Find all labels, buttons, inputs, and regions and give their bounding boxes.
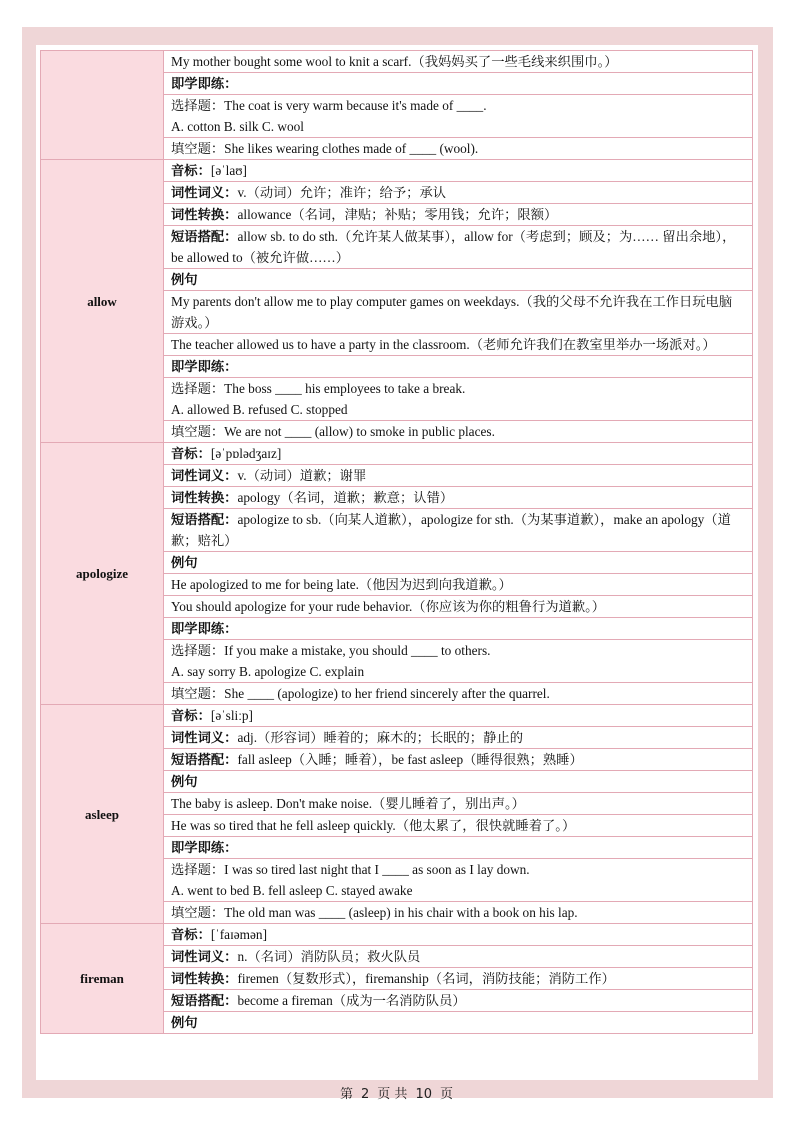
entry-cell bbox=[164, 182, 753, 204]
current-page: 2 bbox=[361, 1087, 370, 1102]
entry-cell bbox=[164, 291, 753, 334]
entry-cell bbox=[164, 793, 753, 815]
entry-cell bbox=[164, 968, 753, 990]
entry-cell bbox=[164, 640, 753, 683]
vocab-word: apologize bbox=[41, 443, 164, 705]
entry-cell bbox=[164, 356, 753, 378]
entry-line: 选择题：If you make a mistake, you should ____ to others. bbox=[171, 643, 491, 658]
entry-cell bbox=[164, 771, 753, 793]
entry-cell bbox=[164, 946, 753, 968]
entry-line: A. allowed B. refused C. stopped bbox=[171, 402, 348, 417]
vocabulary-table bbox=[40, 50, 753, 1034]
vocab-word: allow bbox=[41, 160, 164, 443]
entry-line: A. cotton B. silk C. wool bbox=[171, 119, 304, 134]
table-row bbox=[41, 160, 753, 182]
entry-label: 短语搭配： bbox=[171, 993, 238, 1008]
entry-label: 音标： bbox=[171, 708, 211, 723]
table-row bbox=[41, 51, 753, 73]
entry-text: n.（名词）消防队员；救火队员 bbox=[237, 949, 421, 964]
footer-text: 第 bbox=[340, 1087, 354, 1102]
entry-cell bbox=[164, 683, 753, 705]
entry-cell bbox=[164, 705, 753, 727]
entry-text: apology（名词，道歉；歉意；认错） bbox=[237, 490, 454, 505]
entry-label: 词性转换： bbox=[171, 207, 238, 222]
entry-text: 填空题：She ____ (apologize) to her friend sincerely after the quarrel. bbox=[171, 686, 550, 701]
entry-label: 例句 bbox=[171, 774, 198, 789]
entry-text: become a fireman（成为一名消防队员） bbox=[237, 993, 466, 1008]
entry-cell bbox=[164, 204, 753, 226]
entry-text: apologize to sb.（向某人道歉），apologize for sth.（为某事道歉），make an apology（道歉；赔礼） bbox=[171, 512, 731, 548]
entry-cell bbox=[164, 443, 753, 465]
entry-label: 例句 bbox=[171, 1015, 198, 1030]
entry-label: 即学即练： bbox=[171, 76, 238, 91]
entry-label: 词性词义： bbox=[171, 468, 238, 483]
entry-text: He apologized to me for being late.（他因为迟到向我道歉。） bbox=[171, 577, 512, 592]
entry-cell bbox=[164, 95, 753, 138]
entry-text: My parents don't allow me to play computer games on weekdays.（我的父母不允许我在工作日玩电脑游戏。） bbox=[171, 294, 733, 330]
entry-cell bbox=[164, 574, 753, 596]
entry-line: 选择题：The boss ____ his employees to take a break. bbox=[171, 381, 466, 396]
entry-line: A. say sorry B. apologize C. explain bbox=[171, 664, 365, 679]
entry-label: 词性词义： bbox=[171, 730, 238, 745]
entry-label: 短语搭配： bbox=[171, 752, 238, 767]
entry-cell bbox=[164, 552, 753, 574]
entry-label: 词性转换： bbox=[171, 490, 238, 505]
entry-text: He was so tired that he fell asleep quickly.（他太累了，很快就睡着了。） bbox=[171, 818, 576, 833]
entry-text: v.（动词）允许；准许；给予；承认 bbox=[237, 185, 447, 200]
entry-label: 即学即练： bbox=[171, 840, 238, 855]
entry-label: 即学即练： bbox=[171, 359, 238, 374]
entry-label: 音标： bbox=[171, 927, 211, 942]
entry-cell bbox=[164, 902, 753, 924]
vocab-word bbox=[41, 51, 164, 160]
entry-text: My mother bought some wool to knit a scarf.（我妈妈买了一些毛线来织围巾。） bbox=[171, 54, 618, 69]
entry-label: 词性词义： bbox=[171, 949, 238, 964]
entry-text: fall asleep（入睡；睡着），be fast asleep（睡得很熟；熟睡） bbox=[237, 752, 583, 767]
entry-cell bbox=[164, 815, 753, 837]
entry-cell bbox=[164, 160, 753, 182]
entry-cell bbox=[164, 618, 753, 640]
entry-cell bbox=[164, 138, 753, 160]
entry-cell bbox=[164, 487, 753, 509]
entry-label: 例句 bbox=[171, 272, 198, 287]
entry-text: [əˈlaʊ] bbox=[210, 163, 247, 178]
entry-text: allow sb. to do sth.（允许某人做某事），allow for（考虑到；顾及；为…… 留出余地），be allowed to（被允许做……） bbox=[171, 229, 736, 265]
entry-text: 填空题：The old man was ____ (asleep) in his chair with a book on his lap. bbox=[171, 905, 578, 920]
entry-cell bbox=[164, 749, 753, 771]
entry-text: [əˈpɒlədʒaɪz] bbox=[210, 446, 282, 461]
total-pages: 10 bbox=[415, 1087, 432, 1102]
entry-label: 短语搭配： bbox=[171, 512, 238, 527]
entry-cell bbox=[164, 990, 753, 1012]
entry-cell bbox=[164, 226, 753, 269]
table-row bbox=[41, 443, 753, 465]
entry-cell bbox=[164, 378, 753, 421]
entry-label: 词性词义： bbox=[171, 185, 238, 200]
page-footer bbox=[0, 1083, 793, 1102]
entry-text: adj.（形容词）睡着的；麻木的；长眠的；静止的 bbox=[237, 730, 523, 745]
table-row bbox=[41, 924, 753, 946]
entry-label: 音标： bbox=[171, 163, 211, 178]
footer-text: 页 共 bbox=[377, 1087, 408, 1102]
entry-cell bbox=[164, 859, 753, 902]
entry-text: 填空题：We are not ____ (allow) to smoke in public places. bbox=[171, 424, 495, 439]
footer-text: 页 bbox=[439, 1087, 453, 1102]
vocab-word: asleep bbox=[41, 705, 164, 924]
entry-label: 例句 bbox=[171, 555, 198, 570]
entry-cell bbox=[164, 269, 753, 291]
entry-text: You should apologize for your rude behavior.（你应该为你的粗鲁行为道歉。） bbox=[171, 599, 606, 614]
entry-line: 选择题：The coat is very warm because it's made of ____. bbox=[171, 98, 487, 113]
entry-cell bbox=[164, 73, 753, 95]
entry-cell bbox=[164, 334, 753, 356]
entry-text: [ˈfaɪəmən] bbox=[210, 927, 267, 942]
entry-text: v.（动词）道歉；谢罪 bbox=[237, 468, 367, 483]
entry-line: A. went to bed B. fell asleep C. stayed awake bbox=[171, 883, 413, 898]
vocab-word: fireman bbox=[41, 924, 164, 1034]
entry-line: 选择题：I was so tired last night that I ____ as soon as I lay down. bbox=[171, 862, 530, 877]
entry-cell bbox=[164, 596, 753, 618]
entry-text: 填空题：She likes wearing clothes made of ____ (wool). bbox=[171, 141, 479, 156]
entry-label: 音标： bbox=[171, 446, 211, 461]
entry-cell bbox=[164, 1012, 753, 1034]
entry-cell bbox=[164, 51, 753, 73]
entry-text: The teacher allowed us to have a party in the classroom.（老师允许我们在教室里举办一场派对。） bbox=[171, 337, 716, 352]
entry-label: 即学即练： bbox=[171, 621, 238, 636]
entry-cell bbox=[164, 727, 753, 749]
entry-text: firemen（复数形式），firemanship（名词，消防技能；消防工作） bbox=[237, 971, 615, 986]
entry-label: 短语搭配： bbox=[171, 229, 238, 244]
entry-cell bbox=[164, 837, 753, 859]
table-row bbox=[41, 705, 753, 727]
entry-text: allowance（名词，津贴；补贴；零用钱；允许；限额） bbox=[237, 207, 558, 222]
entry-cell bbox=[164, 421, 753, 443]
entry-cell bbox=[164, 509, 753, 552]
entry-text: The baby is asleep. Don't make noise.（婴儿睡着了，别出声。） bbox=[171, 796, 525, 811]
entry-cell bbox=[164, 465, 753, 487]
entry-cell bbox=[164, 924, 753, 946]
entry-label: 词性转换： bbox=[171, 971, 238, 986]
entry-text: [əˈsliːp] bbox=[210, 708, 253, 723]
